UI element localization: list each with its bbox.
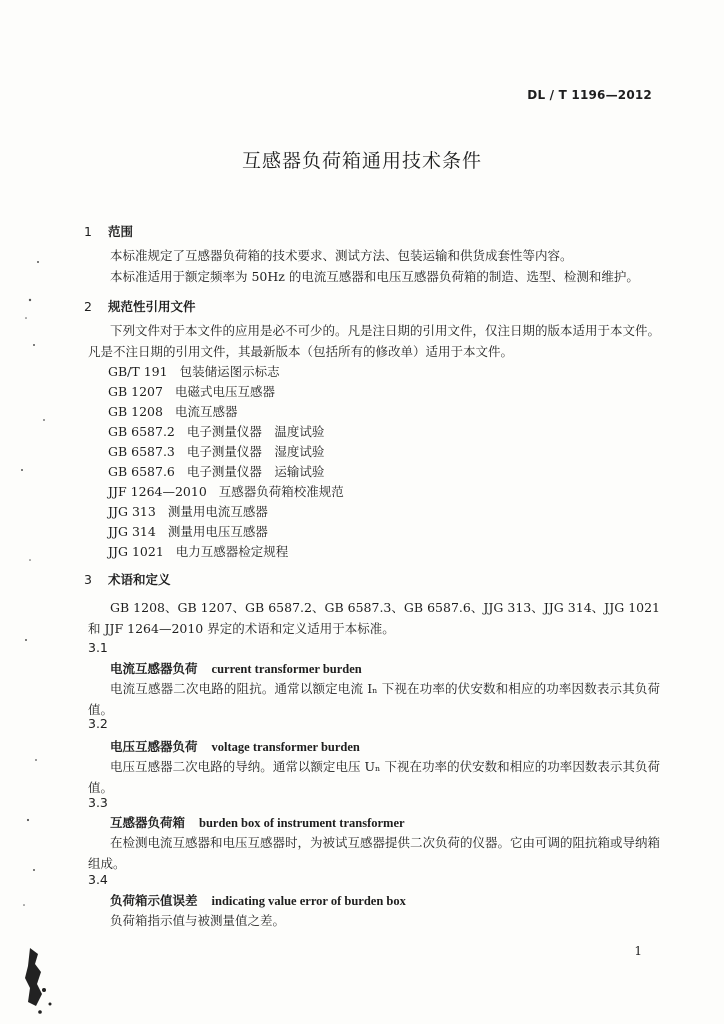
term-heading xyxy=(110,737,360,755)
term-en: indicating value error of burden box xyxy=(211,894,406,908)
reference-title: 电子测量仪器 湿度试验 xyxy=(186,444,325,459)
section-title: 规范性引用文件 xyxy=(108,299,196,314)
reference-item xyxy=(108,542,344,562)
reference-code: GB 1208 xyxy=(108,404,163,419)
section-3-heading xyxy=(84,570,171,588)
page-number: 1 xyxy=(634,944,642,958)
term-heading xyxy=(110,813,405,831)
reference-item xyxy=(108,462,344,482)
reference-item xyxy=(108,502,344,522)
reference-code: GB/T 191 xyxy=(108,364,168,379)
section-title: 范围 xyxy=(108,224,134,239)
reference-title: 测量用电流互感器 xyxy=(167,504,268,519)
reference-item xyxy=(108,522,344,542)
section-2-heading xyxy=(84,297,196,315)
reference-title: 包装储运图示标志 xyxy=(179,364,280,379)
reference-code: JJF 1264—2010 xyxy=(108,484,207,499)
reference-code: JJG 313 xyxy=(108,504,156,519)
reference-title: 电子测量仪器 温度试验 xyxy=(186,424,325,439)
paragraph: 本标准适用于额定频率为 50Hz 的电流互感器和电压互感器负荷箱的制造、选型、检测和维护。 xyxy=(110,269,639,284)
reference-item xyxy=(108,362,344,382)
reference-code: JJG 314 xyxy=(108,524,156,539)
section-number: 3 xyxy=(84,572,92,587)
reference-item xyxy=(108,382,344,402)
paragraph: 下列文件对于本文件的应用是必不可少的。凡是注日期的引用文件，仅注日期的版本适用于本文件。凡是不注日期的引用文件，其最新版本（包括所有的修改单）适用于本文件。 xyxy=(88,323,661,359)
term-definition: 电流互感器二次电路的阻抗。通常以额定电流 Iₙ 下视在功率的伏安数和相应的功率因数表示其负荷值。 xyxy=(88,681,660,717)
term-cn: 负荷箱示值误差 xyxy=(110,893,198,908)
term-number: 3.2 xyxy=(88,716,108,731)
reference-code: GB 6587.6 xyxy=(108,464,175,479)
reference-title: 电力互感器检定规程 xyxy=(175,544,289,559)
reference-title: 测量用电压互感器 xyxy=(167,524,268,539)
reference-title: 电磁式电压互感器 xyxy=(174,384,275,399)
paragraph: 本标准规定了互感器负荷箱的技术要求、测试方法、包装运输和供货成套性等内容。 xyxy=(110,248,573,263)
term-en: burden box of instrument transformer xyxy=(199,816,405,830)
term-definition: 在检测电流互感器和电压互感器时，为被试互感器提供二次负荷的仪器。它由可调的阻抗箱或导纳箱组成。 xyxy=(88,835,661,871)
term-en: voltage transformer burden xyxy=(211,740,360,754)
section-title: 术语和定义 xyxy=(108,572,171,587)
reference-item xyxy=(108,482,344,502)
term-heading xyxy=(110,891,406,909)
reference-code: JJG 1021 xyxy=(108,544,164,559)
reference-title: 电子测量仪器 运输试验 xyxy=(186,464,325,479)
reference-item xyxy=(108,402,344,422)
term-definition: 负荷箱指示值与被测量值之差。 xyxy=(110,913,286,928)
reference-item xyxy=(108,442,344,462)
reference-title: 互感器负荷箱校准规范 xyxy=(218,484,344,499)
section-1-heading xyxy=(84,222,133,240)
standard-code: DL / T 1196—2012 xyxy=(527,88,652,102)
term-heading xyxy=(110,659,362,677)
reference-code: GB 6587.2 xyxy=(108,424,175,439)
reference-code: GB 1207 xyxy=(108,384,163,399)
term-number: 3.4 xyxy=(88,872,108,887)
term-cn: 互感器负荷箱 xyxy=(110,815,186,830)
reference-title: 电流互感器 xyxy=(174,404,238,419)
term-definition: 电压互感器二次电路的导纳。通常以额定电压 Uₙ 下视在功率的伏安数和相应的功率因数表示其负荷值。 xyxy=(88,759,660,795)
document-title: 互感器负荷箱通用技术条件 xyxy=(241,150,482,172)
term-en: current transformer burden xyxy=(211,662,362,676)
term-number: 3.3 xyxy=(88,795,108,810)
paragraph: GB 1208、GB 1207、GB 6587.2、GB 6587.3、GB 6587.6、JJG 313、JJG 314、JJG 1021 和 JJF 1264—2010 界定的术语和定义适用于本标准。 xyxy=(88,600,660,636)
reference-code: GB 6587.3 xyxy=(108,444,175,459)
term-cn: 电流互感器负荷 xyxy=(110,661,198,676)
term-cn: 电压互感器负荷 xyxy=(110,739,198,754)
section-number: 2 xyxy=(84,299,92,314)
reference-list xyxy=(108,362,344,562)
section-number: 1 xyxy=(84,224,92,239)
term-number: 3.1 xyxy=(88,640,108,655)
reference-item xyxy=(108,422,344,442)
